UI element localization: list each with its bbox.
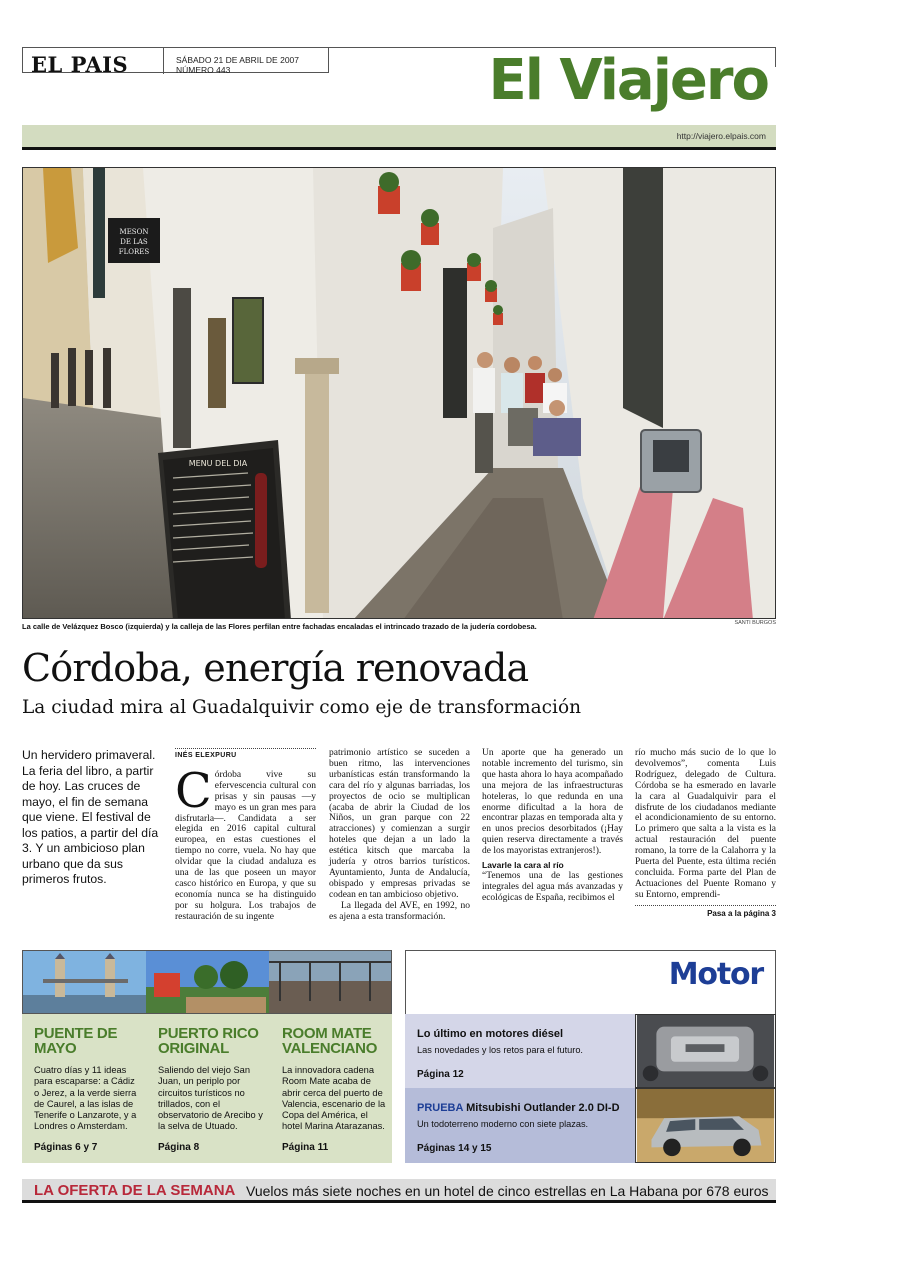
article-column-4 — [635, 748, 776, 901]
photo-credit: SANTI BURGOS — [734, 620, 776, 626]
motor-section-title: Motor — [668, 957, 763, 992]
svg-text:MESON: MESON — [119, 228, 149, 236]
main-photo — [22, 167, 776, 619]
column-3-subtitle: Lavarle la cara al río — [482, 860, 564, 871]
motor-item-title-text: Mitsubishi Outlander 2.0 DI-D — [466, 1102, 620, 1114]
motor-item-text: Las novedades y los retos para el futuro. — [417, 1045, 583, 1055]
promo-page: Página 11 — [282, 1142, 329, 1153]
header-rule — [22, 147, 776, 150]
svg-text:DE LAS: DE LAS — [120, 238, 148, 246]
promo-text: Cuatro días y 11 ideas para escaparse: a Cádiz o Jerez, a la verde sierra de Caurel, a las islas de Tenerife o Lanzarote, y a Londres o Amsterdam. — [34, 1065, 137, 1132]
masthead-date-block — [176, 55, 299, 75]
promo-item-room-mate[interactable] — [282, 1025, 390, 1153]
motor-block — [405, 950, 776, 1163]
issue-date: SÁBADO 21 DE ABRIL DE 2007 — [176, 55, 299, 65]
section-url[interactable]: http://viajero.elpais.com — [676, 131, 766, 141]
motor-item-page: Página 12 — [417, 1069, 464, 1080]
masthead-box — [22, 47, 329, 77]
room-mate-image — [269, 951, 391, 1013]
masthead — [22, 47, 776, 123]
section-title: El Viajero — [488, 48, 768, 113]
motor-item-outlander[interactable] — [405, 1088, 635, 1163]
motor-item-diesel[interactable] — [405, 1014, 635, 1088]
meson-sign — [108, 218, 160, 263]
motor-item-title: Lo último en motores diésel — [417, 1028, 564, 1040]
weekly-offer-text: Vuelos más siete noches en un hotel de cinco estrellas en La Habana por 678 euros — [246, 1183, 769, 1199]
article-subheadline: La ciudad mira al Guadalquivir como eje de transformación — [22, 697, 581, 718]
masthead-divider — [163, 48, 164, 74]
promo-images — [22, 950, 392, 1014]
motor-item-text: Un todoterreno moderno con siete plazas. — [417, 1119, 589, 1129]
prueba-tag: PRUEBA — [417, 1102, 464, 1114]
motor-header — [405, 950, 776, 1014]
article-column-2 — [329, 748, 470, 923]
engine-image — [635, 1014, 776, 1088]
photo-caption: La calle de Velázquez Bosco (izquierda) y la calleja de las Flores perfilan entre fachadas encaladas el intrincado trazado de la judería cordobesa. — [22, 622, 537, 631]
column-3-text-b: “Tenemos una de las gestiones integrales del agua más avanzadas y ecológicas de España, recibimos el — [482, 870, 623, 903]
street-photo-illustration — [23, 168, 776, 619]
column-2-text-b: La llegada del AVE, en 1992, no es ajena a esta transformación. — [329, 900, 470, 922]
promo-title: PUERTO RICO ORIGINAL — [158, 1025, 259, 1057]
promo-text: Saliendo del viejo San Juan, un periplo por circuitos turísticos no trillados, con el observatorio de Arecibo y la selva de Utuado. — [158, 1065, 263, 1132]
article-headline: Córdoba, energía renovada — [22, 646, 529, 690]
article-byline: INÉS ELEXPURU — [175, 748, 316, 764]
promo-block — [22, 950, 392, 1163]
puerto-rico-image — [146, 951, 269, 1013]
promo-item-puerto-rico[interactable] — [158, 1025, 266, 1153]
newspaper-brand: EL PAIS — [31, 52, 129, 77]
promo-title: ROOM MATE VALENCIANO — [282, 1025, 378, 1057]
column-3-text: Un aporte que ha generado un notable incremento del turismo, sin que hasta ahora lo haya acompañado una mejora de las infraestructuras hoteleras, lo que redunda en una enorme dificultad a la hora de encontrar plazas en temporada alta y en unos precios desorbitados (¡Hay quien reserva directamente a través de los mayoristas extranjeros!). — [482, 748, 623, 857]
weekly-offer-bar[interactable] — [22, 1179, 776, 1203]
column-2-text: patrimonio artístico se suceden a buen ritmo, las intervenciones urbanísticas están transformando la cara del río y algunas barriadas, los proyectos de ocio se multiplican (acaba de abrir la Ciudad de los Niños, un gran parque con 22 atracciones) y comienzan a surgir hoteles que dejan a un lado la estética kitsch que marcaba la judería y otros barrios turísticos. Ayuntamiento, Junta de Andalucía, obispado y empresas privadas se codean en tan ambicioso objetivo. — [329, 748, 470, 900]
svg-text:FLORES: FLORES — [118, 248, 150, 256]
promo-text: La innovadora cadena Room Mate acaba de abrir cerca del puerto de Valencia, escenario de la Copa del América, el hotel Marina Atarazanas. — [282, 1065, 386, 1132]
svg-text:MENU DEL DIA: MENU DEL DIA — [188, 459, 248, 468]
promo-body — [22, 1014, 392, 1163]
masthead-rule-right — [775, 47, 776, 67]
drop-cap: C — [175, 762, 212, 819]
column-4-text: río mucho más sucio de lo que lo devolvemos”, comenta Luis Rodríguez, delegado de Cultura. Córdoba se ha esmerado en lavarle la cara al Guadalquivir para el disfrute de los ciudadanos mediante el acondicionamiento de su entorno. Lo primero que salta a la vista es la actual restauración del puente romano, la torre de la Calahorra y la Puerta del Puente, esta última recién concluida. Forma parte del Plan de Actuaciones del Puente Romano y su Entorno, emprendi- — [635, 748, 776, 900]
weekly-offer-label: LA OFERTA DE LA SEMANA — [34, 1182, 236, 1199]
promo-page: Página 8 — [158, 1142, 200, 1153]
outlander-image — [635, 1088, 776, 1163]
article-column-1 — [175, 748, 316, 923]
article-teaser: Un hervidero primaveral. La feria del libro, a partir de hoy. Las cruces de mayo, el fin de semana que viene. El festival de los patios, a partir del día 3. Y un ambicioso plan urbano que da sus primeros frutos. — [22, 748, 159, 886]
url-bar — [22, 125, 776, 147]
issue-number: NÚMERO 443 — [176, 65, 231, 75]
continued-link[interactable]: Pasa a la página 3 — [635, 905, 776, 918]
motor-item-page: Páginas 14 y 15 — [417, 1143, 492, 1154]
promo-page: Páginas 6 y 7 — [34, 1142, 98, 1153]
article-column-3 — [482, 748, 623, 904]
promo-title: PUENTE DE MAYO — [34, 1025, 118, 1057]
promo-item-puente[interactable] — [34, 1025, 142, 1153]
london-bridge-image — [23, 951, 146, 1013]
column-1-text: órdoba vive su efervescencia cultural con prisas y sin pausas —y mayo es un gran mes para disfrutarla—. Candidata a ser elegida en 2016 capital cultural europea, en estas cuestiones el tiempo no corre, vuela. No hay que olvidar que la ciudad andaluza es una de las que poseen un mayor casco histórico en Europa, y que su economía nunca se ha distinguido por su holgura. Los trabajos de restauración de su ingente — [175, 769, 316, 922]
menu-board — [158, 440, 291, 619]
motor-item-title — [417, 1102, 623, 1114]
